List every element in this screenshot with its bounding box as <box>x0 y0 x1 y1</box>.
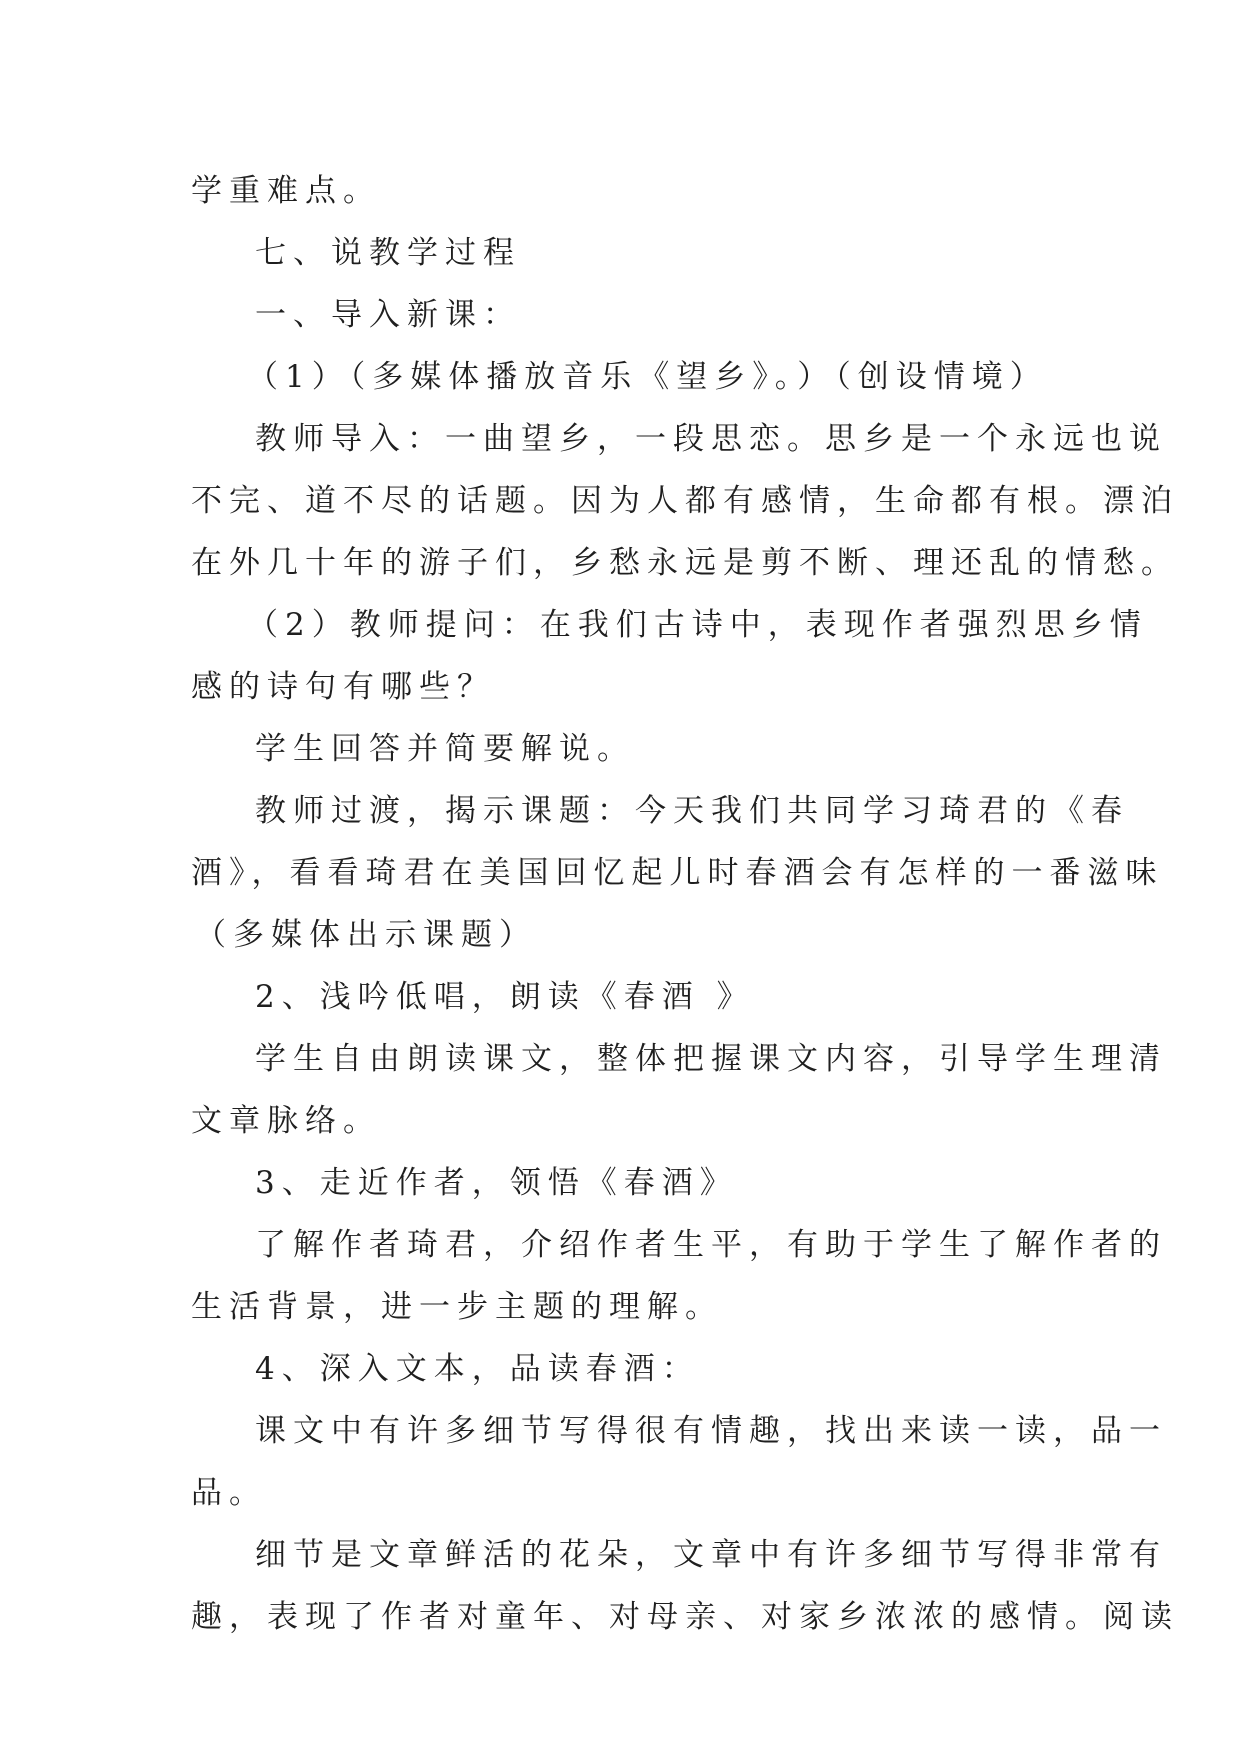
text-line: 学生自由朗读课文，整体把握课文内容，引导学生理清 <box>255 1041 1167 1077</box>
text-line: 细节是文章鲜活的花朵，文章中有许多细节写得非常有 <box>255 1537 1167 1573</box>
text-line: 了解作者琦君，介绍作者生平，有助于学生了解作者的 <box>255 1227 1167 1263</box>
section-heading: 七、说教学过程 <box>255 235 521 271</box>
text-line: 生活背景，进一步主题的理解。 <box>191 1289 723 1325</box>
text-line: 在外几十年的游子们，乡愁永远是剪不断、理还乱的情愁。 <box>191 545 1179 581</box>
text-line: 感的诗句有哪些？ <box>191 669 495 705</box>
text-line: 教师导入：一曲望乡，一段思恋。思乡是一个永远也说 <box>255 421 1167 457</box>
text-line: 趣，表现了作者对童年、对母亲、对家乡浓浓的感情。阅读 <box>191 1599 1179 1635</box>
subsection-heading: 2、浅吟低唱，朗读《春酒 》 <box>255 979 755 1015</box>
subsection-heading: 3、走近作者，领悟《春酒》 <box>255 1165 738 1201</box>
text-line: 酒》，看看琦君在美国回忆起儿时春酒会有怎样的一番滋味 <box>191 855 1164 891</box>
text-line: 不完、道不尽的话题。因为人都有感情，生命都有根。漂泊 <box>191 483 1179 519</box>
text-line: 教师过渡，揭示课题：今天我们共同学习琦君的《春 <box>255 793 1129 829</box>
text-line: 学生回答并简要解说。 <box>255 731 635 767</box>
subsection-heading: 4、深入文本，品读春酒： <box>255 1351 700 1387</box>
text-line: 学重难点。 <box>191 173 381 209</box>
text-line: （2）教师提问：在我们古诗中，表现作者强烈思乡情 <box>247 607 1148 643</box>
text-line: 文章脉络。 <box>191 1103 381 1139</box>
text-line: 品。 <box>191 1475 267 1511</box>
text-line: 课文中有许多细节写得很有情趣，找出来读一读，品一 <box>255 1413 1167 1449</box>
subsection-heading: 一、导入新课： <box>255 297 521 333</box>
text-line: （多媒体出示课题） <box>195 917 537 953</box>
text-line: （1）（多媒体播放音乐《望乡》。）（创设情境） <box>247 359 1048 395</box>
document-body <box>191 160 1179 1648</box>
